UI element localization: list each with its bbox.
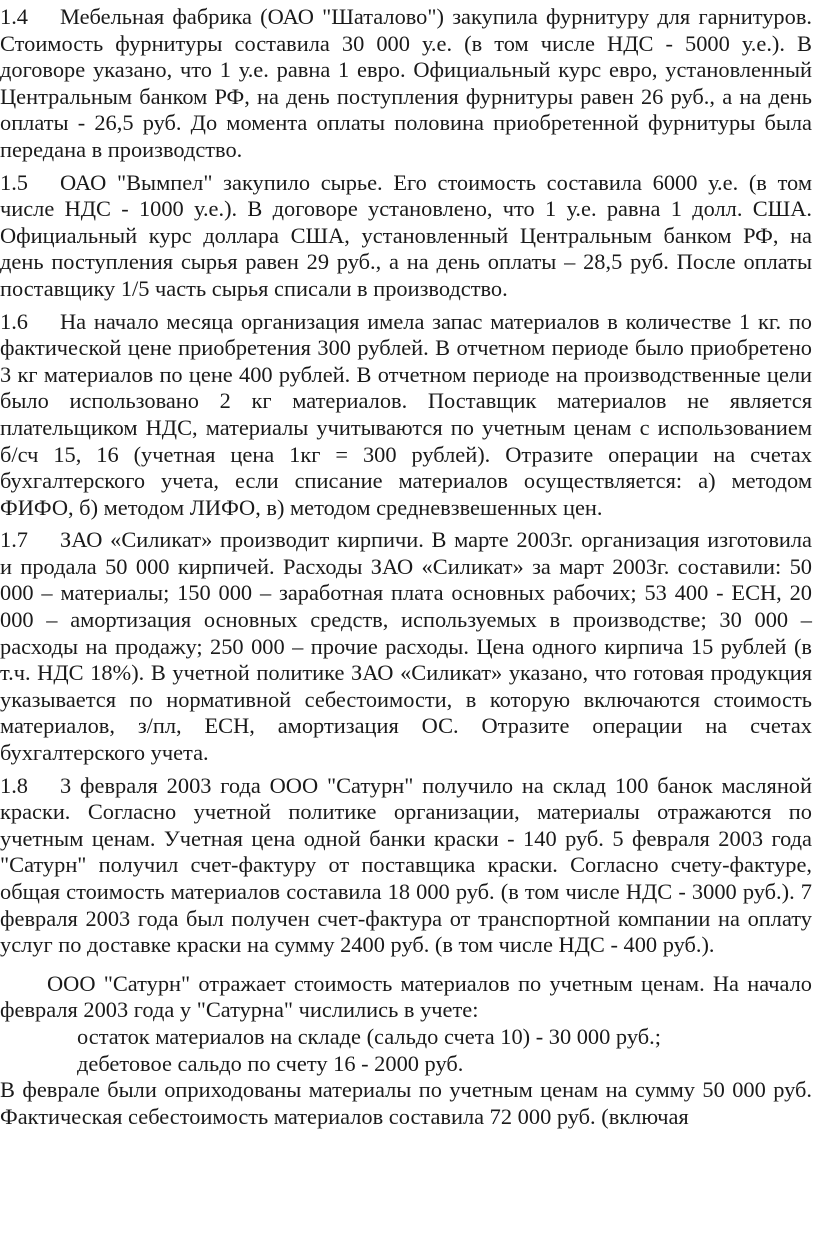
task-text: На начало месяца организация имела запас материалов в количестве 1 кг. по фактической цене приобретения 300 рублей. В отчетном периоде было приобретено 3 кг материалов по цене 400 рублей. В отчетном периоде на производственные цели было использовано 2 кг материалов. Поставщик материалов не является плательщиком НДС, материалы учитываются по учетным ценам с использованием б/сч 15, 16 (учетная цена 1кг = 300 рублей). Отразите операции на счетах бухгалтерского учета, если списание материалов осуществляется: а) методом ФИФО, б) методом ЛИФО, в) методом средневзвешенных цен.	[0, 308, 812, 520]
continuation-tail: В феврале были оприходованы материалы по учетным ценам на сумму 50 000 руб. Фактическая себестоимость материалов составила 72 000 руб. (включая	[0, 1077, 812, 1129]
continuation-intro: ООО "Сатурн" отражает стоимость материалов по учетным ценам. На начало февраля 2003 года у "Сатурна" числились в учете:	[0, 970, 812, 1023]
balance-line: остаток материалов на складе (сальдо счета 10) - 30 000 руб.;	[77, 1023, 661, 1049]
balance-line: дебетовое сальдо по счету 16 - 2000 руб.	[77, 1050, 464, 1076]
task-1-6	[0, 309, 812, 522]
task-number: 1.5	[0, 169, 28, 195]
task-number: 1.7	[0, 527, 28, 553]
task-1-7	[0, 527, 812, 766]
task-text: Мебельная фабрика (ОАО "Шаталово") закупила фурнитуру для гарнитуров. Стоимость фурнитуры составила 30 000 у.е. (в том числе НДС - 5000 у.е.). В договоре указано, что 1 у.е. равна 1 евро. Официальный курс евро, установленный Центральным банком РФ, на день поступления фурнитуры равен 26 руб., а на день оплаты - 26,5 руб. До момента оплаты половина приобретенной фурнитуры была передана в производство.	[0, 4, 812, 162]
task-text: ОАО "Вымпел" закупило сырье. Его стоимость составила 6000 у.е. (в том числе НДС - 1000 у.е.). В договоре установлено, что 1 у.е. равна 1 долл. США. Официальный курс доллара США, установленный Центральным банком РФ, на день поступления сырья равен 29 руб., а на день оплаты – 28,5 руб. После оплаты поставщику 1/5 часть сырья списали в производство.	[0, 169, 812, 301]
task-1-5	[0, 170, 812, 303]
task-number: 1.6	[0, 308, 28, 334]
task-1-4	[0, 4, 812, 164]
task-text: 3 февраля 2003 года ООО "Сатурн" получило на склад 100 банок масляной краски. Согласно учетной политике организации, материалы отражаются по учетным ценам. Учетная цена одной банки краски - 140 руб. 5 февраля 2003 года "Сатурн" получил счет-фактуру от поставщика краски. Согласно счету-фактуре, общая стоимость материалов составила 18 000 руб. (в том числе НДС - 3000 руб.). 7 февраля 2003 года был получен счет-фактура от транспортной компании на оплату услуг по доставке краски на сумму 2400 руб. (в том числе НДС - 400 руб.).	[0, 772, 812, 958]
task-1-8	[0, 773, 812, 959]
task-number: 1.4	[0, 4, 28, 29]
task-text: ЗАО «Силикат» производит кирпичи. В марте 2003г. организация изготовила и продала 50 000 кирпичей. Расходы ЗАО «Силикат» за март 2003г. составили: 50 000 – материалы; 150 000 – заработная плата основных рабочих; 53 400 - ЕСН, 20 000 – амортизация основных средств, используемых в производстве; 30 000 – расходы на продажу; 250 000 – прочие расходы. Цена одного кирпича 15 рублей (в т.ч. НДС 18%). В учетной политике ЗАО «Силикат» указано, что готовая продукция указывается по нормативной себестоимости, в которую включаются стоимость материалов, з/пл, ЕСН, амортизация ОС. Отразите операции на счетах бухгалтерского учета.	[0, 527, 812, 766]
task-number: 1.8	[0, 772, 28, 798]
